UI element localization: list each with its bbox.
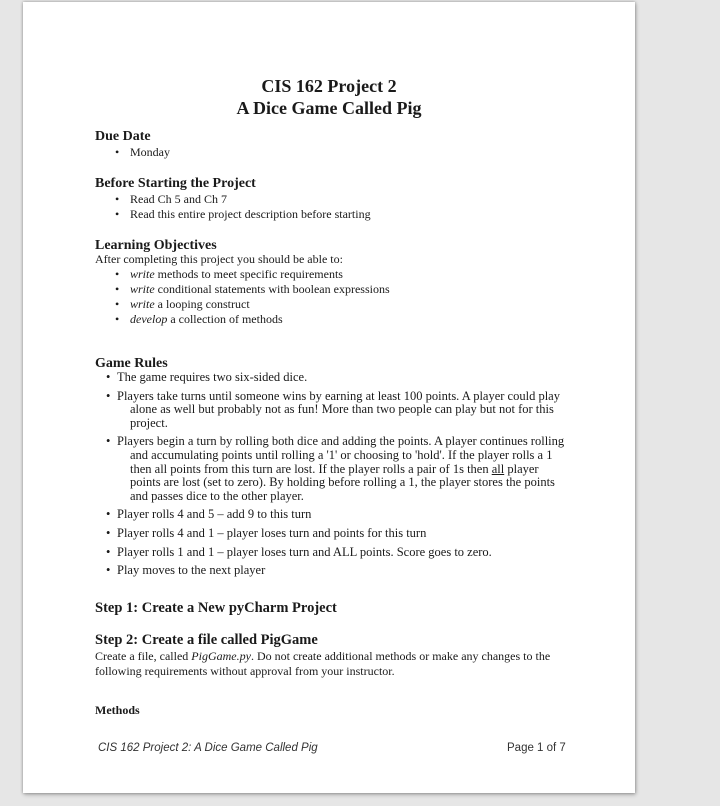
document-page: [23, 2, 635, 793]
list-item: • Player rolls 4 and 5 – add 9 to this turn: [95, 508, 565, 522]
document-title: CIS 162 Project 2: [261, 76, 397, 96]
list-item: • Monday: [95, 145, 170, 160]
objective-text: a collection of methods: [167, 312, 283, 326]
before-starting-list: [95, 192, 371, 222]
list-item: [95, 435, 565, 503]
list-item: [95, 312, 390, 327]
rule-text: player points are lost (set to zero). By holding before rolling a 1, the player stores the points and passes dice to the other player.: [130, 461, 555, 503]
page-number: Page 1 of 7: [507, 742, 566, 754]
objective-verb: write: [130, 267, 155, 281]
filename: PigGame.py: [191, 649, 251, 663]
step1-heading: Step 1: Create a New pyCharm Project: [95, 600, 337, 616]
game-rules-heading: Game Rules: [95, 356, 168, 371]
due-date-heading: Due Date: [95, 129, 151, 144]
objective-verb: write: [130, 297, 155, 311]
list-item: • Player rolls 4 and 1 – player loses turn and points for this turn: [95, 527, 565, 541]
rule-text: Players begin a turn by rolling both dice and adding the points. A player continues rolling and accumulating points until rolling a '1' or choosing to 'hold'. If the player rolls a 1 then all points from this turn are lost. If the player rolls a pair of 1s then: [117, 434, 565, 476]
list-item: • Play moves to the next player: [95, 564, 565, 578]
step2-heading: Step 2: Create a file called PigGame: [95, 632, 318, 648]
page-footer-title: CIS 162 Project 2: A Dice Game Called Pig: [98, 742, 318, 754]
step2-text: [95, 649, 565, 679]
list-item: • Players take turns until someone wins by earning at least 100 points. A player could play alone as well but probably not as fun! More than two people can play but not for this project.: [95, 390, 565, 431]
objective-text: methods to meet specific requirements: [154, 267, 343, 281]
list-item: • Player rolls 1 and 1 – player loses turn and ALL points. Score goes to zero.: [95, 546, 565, 560]
methods-heading: Methods: [95, 703, 140, 717]
objective-text: conditional statements with boolean expressions: [154, 282, 390, 296]
rule-emphasis: all: [491, 461, 505, 476]
learning-objectives-heading: Learning Objectives: [95, 238, 217, 253]
document-subtitle: A Dice Game Called Pig: [236, 98, 422, 118]
list-item: • Read Ch 5 and Ch 7: [95, 192, 371, 207]
objective-verb: develop: [130, 312, 168, 326]
step2-text-after: . Do not create additional methods or make any changes to the following requirements without approval from your instructor.: [95, 649, 551, 678]
list-item: [95, 297, 390, 312]
list-item: • Read this entire project description before starting: [95, 207, 371, 222]
learning-objectives-list: [95, 267, 390, 327]
objective-verb: write: [130, 282, 155, 296]
list-item: • The game requires two six-sided dice.: [95, 371, 565, 385]
due-date-list: [95, 145, 170, 160]
list-item: [95, 282, 390, 297]
list-item: [95, 267, 390, 282]
learning-objectives-intro: After completing this project you should be able to:: [95, 252, 343, 266]
before-starting-heading: Before Starting the Project: [95, 176, 256, 191]
game-rules-list: [95, 371, 565, 583]
objective-text: a looping construct: [154, 297, 250, 311]
step2-text-before: Create a file, called: [95, 649, 192, 663]
